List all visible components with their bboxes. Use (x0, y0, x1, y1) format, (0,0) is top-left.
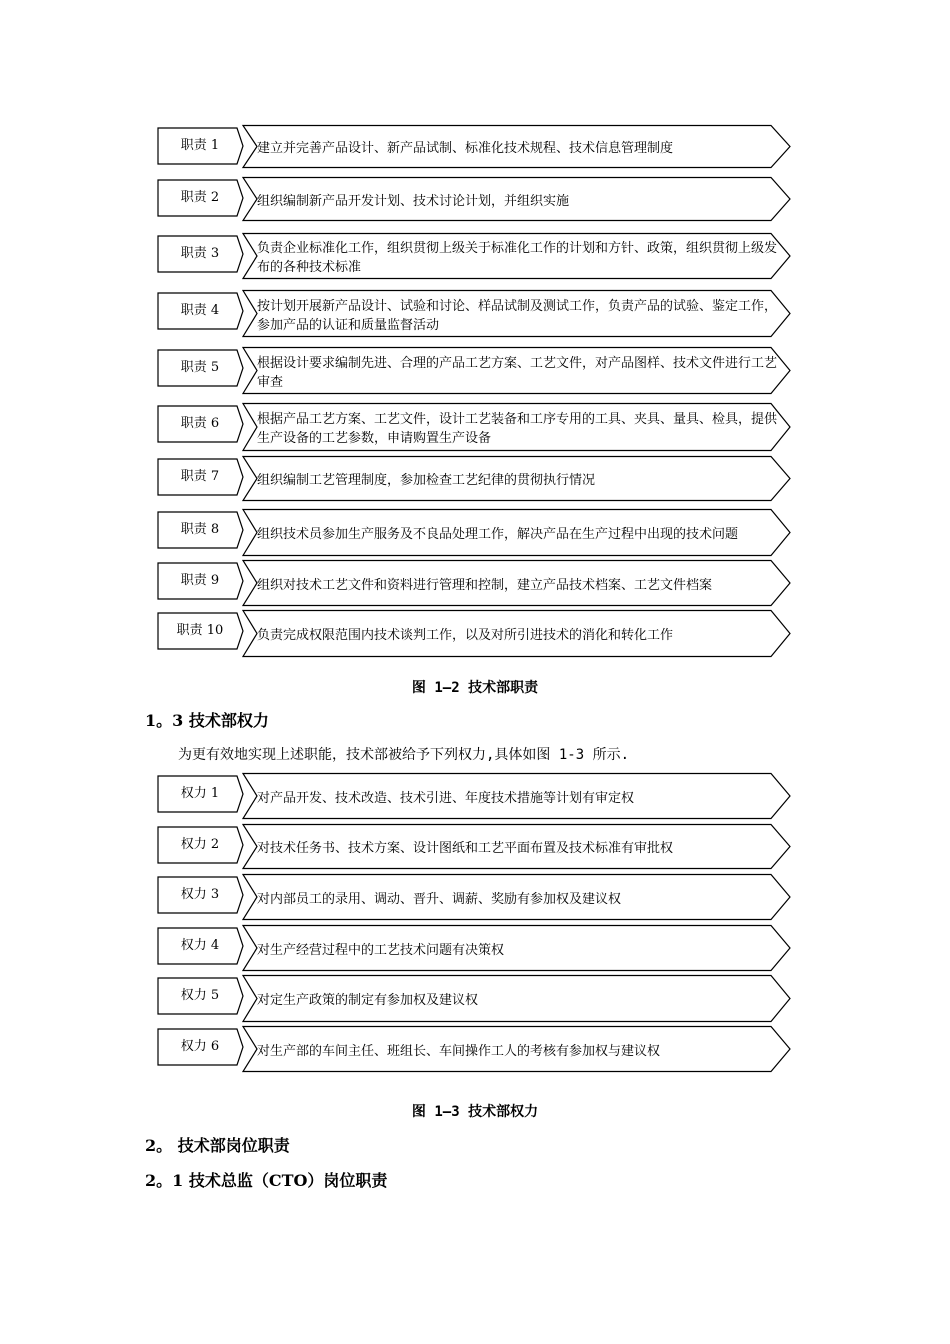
duty-label: 职责 8 (180, 522, 220, 537)
section-heading-1-3: 1。3 技术部权力 (145, 711, 269, 730)
duty-label: 职责 5 (180, 360, 220, 375)
power-row (157, 874, 791, 920)
power-row (157, 1026, 791, 1072)
duty-row (157, 290, 791, 337)
power-row (157, 975, 791, 1022)
duty-text: 根据设计要求编制先进、合理的产品工艺方案、工艺文件，对产品图样、技术文件进行工艺审查 (257, 355, 778, 390)
power-text: 对生产经营过程中的工艺技术问题有决策权 (257, 942, 505, 958)
power-label: 权力 6 (180, 1039, 220, 1054)
duty-text: 组织技术员参加生产服务及不良品处理工作，解决产品在生产过程中出现的技术问题 (257, 527, 739, 542)
duty-row (157, 456, 791, 501)
duty-row (157, 125, 791, 168)
duty-label: 职责 4 (180, 303, 220, 318)
duty-label: 职责 3 (180, 246, 220, 261)
duty-row (157, 233, 791, 279)
power-row (157, 925, 791, 971)
duty-text: 组织对技术工艺文件和资料进行管理和控制，建立产品技术档案、工艺文件档案 (257, 577, 713, 593)
section-heading-2-1: 2。1 技术总监（CTO）岗位职责 (145, 1171, 388, 1190)
section-paragraph-1-3: 为更有效地实现上述职能，技术部被给予下列权力,具体如图 1-3 所示. (178, 747, 629, 763)
power-label: 权力 4 (180, 938, 220, 953)
section-heading-2: 2。 技术部岗位职责 (145, 1136, 290, 1155)
duty-text: 建立并完善产品设计、新产品试制、标准化技术规程、技术信息管理制度 (257, 141, 674, 156)
duty-text: 负责完成权限范围内技术谈判工作，以及对所引进技术的消化和转化工作 (257, 628, 674, 643)
figure-caption-duties: 图 1—2 技术部职责 (411, 680, 539, 696)
duty-text: 组织编制新产品开发计划、技术讨论计划，并组织实施 (257, 193, 570, 209)
duty-text: 根据产品工艺方案、工艺文件，设计工艺装备和工序专用的工具、夹具、量具、检具，提供生产设备的工艺参数，申请购置生产设备 (257, 412, 778, 446)
duty-label: 职责 10 (176, 623, 224, 638)
power-text: 对产品开发、技术改造、技术引进、年度技术措施等计划有审定权 (257, 790, 635, 806)
figure-caption-powers: 图 1—3 技术部权力 (411, 1104, 539, 1120)
duty-row (157, 347, 791, 394)
duty-label: 职责 6 (180, 416, 220, 431)
power-label: 权力 1 (180, 786, 220, 801)
power-row (157, 824, 791, 869)
power-text: 对生产部的车间主任、班组长、车间操作工人的考核有参加权与建议权 (257, 1043, 661, 1059)
power-label: 权力 2 (180, 837, 220, 852)
duty-row (157, 560, 791, 606)
duty-text: 组织编制工艺管理制度，参加检查工艺纪律的贯彻执行情况 (257, 473, 596, 488)
duty-row (157, 177, 791, 221)
power-text: 对技术任务书、技术方案、设计图纸和工艺平面布置及技术标准有审批权 (257, 841, 674, 856)
power-text: 对定生产政策的制定有参加权及建议权 (257, 993, 479, 1008)
duty-label: 职责 1 (180, 138, 220, 153)
power-text: 对内部员工的录用、调动、晋升、调薪、奖励有参加权及建议权 (257, 891, 622, 907)
duty-row (157, 403, 791, 451)
power-row (157, 773, 791, 819)
duty-row (157, 610, 791, 657)
duty-text: 负责企业标准化工作，组织贯彻上级关于标准化工作的计划和方针、政策，组织贯彻上级发布的各种技术标准 (257, 241, 778, 275)
duty-label: 职责 7 (180, 469, 220, 484)
duty-label: 职责 9 (180, 573, 220, 588)
duty-text: 按计划开展新产品设计、试验和讨论、样品试制及测试工作，负责产品的试验、鉴定工作，参加产品的认证和质量监督活动 (257, 298, 778, 333)
power-label: 权力 3 (180, 887, 220, 902)
power-label: 权力 5 (180, 988, 220, 1003)
duty-row (157, 509, 791, 556)
duty-label: 职责 2 (180, 190, 220, 205)
